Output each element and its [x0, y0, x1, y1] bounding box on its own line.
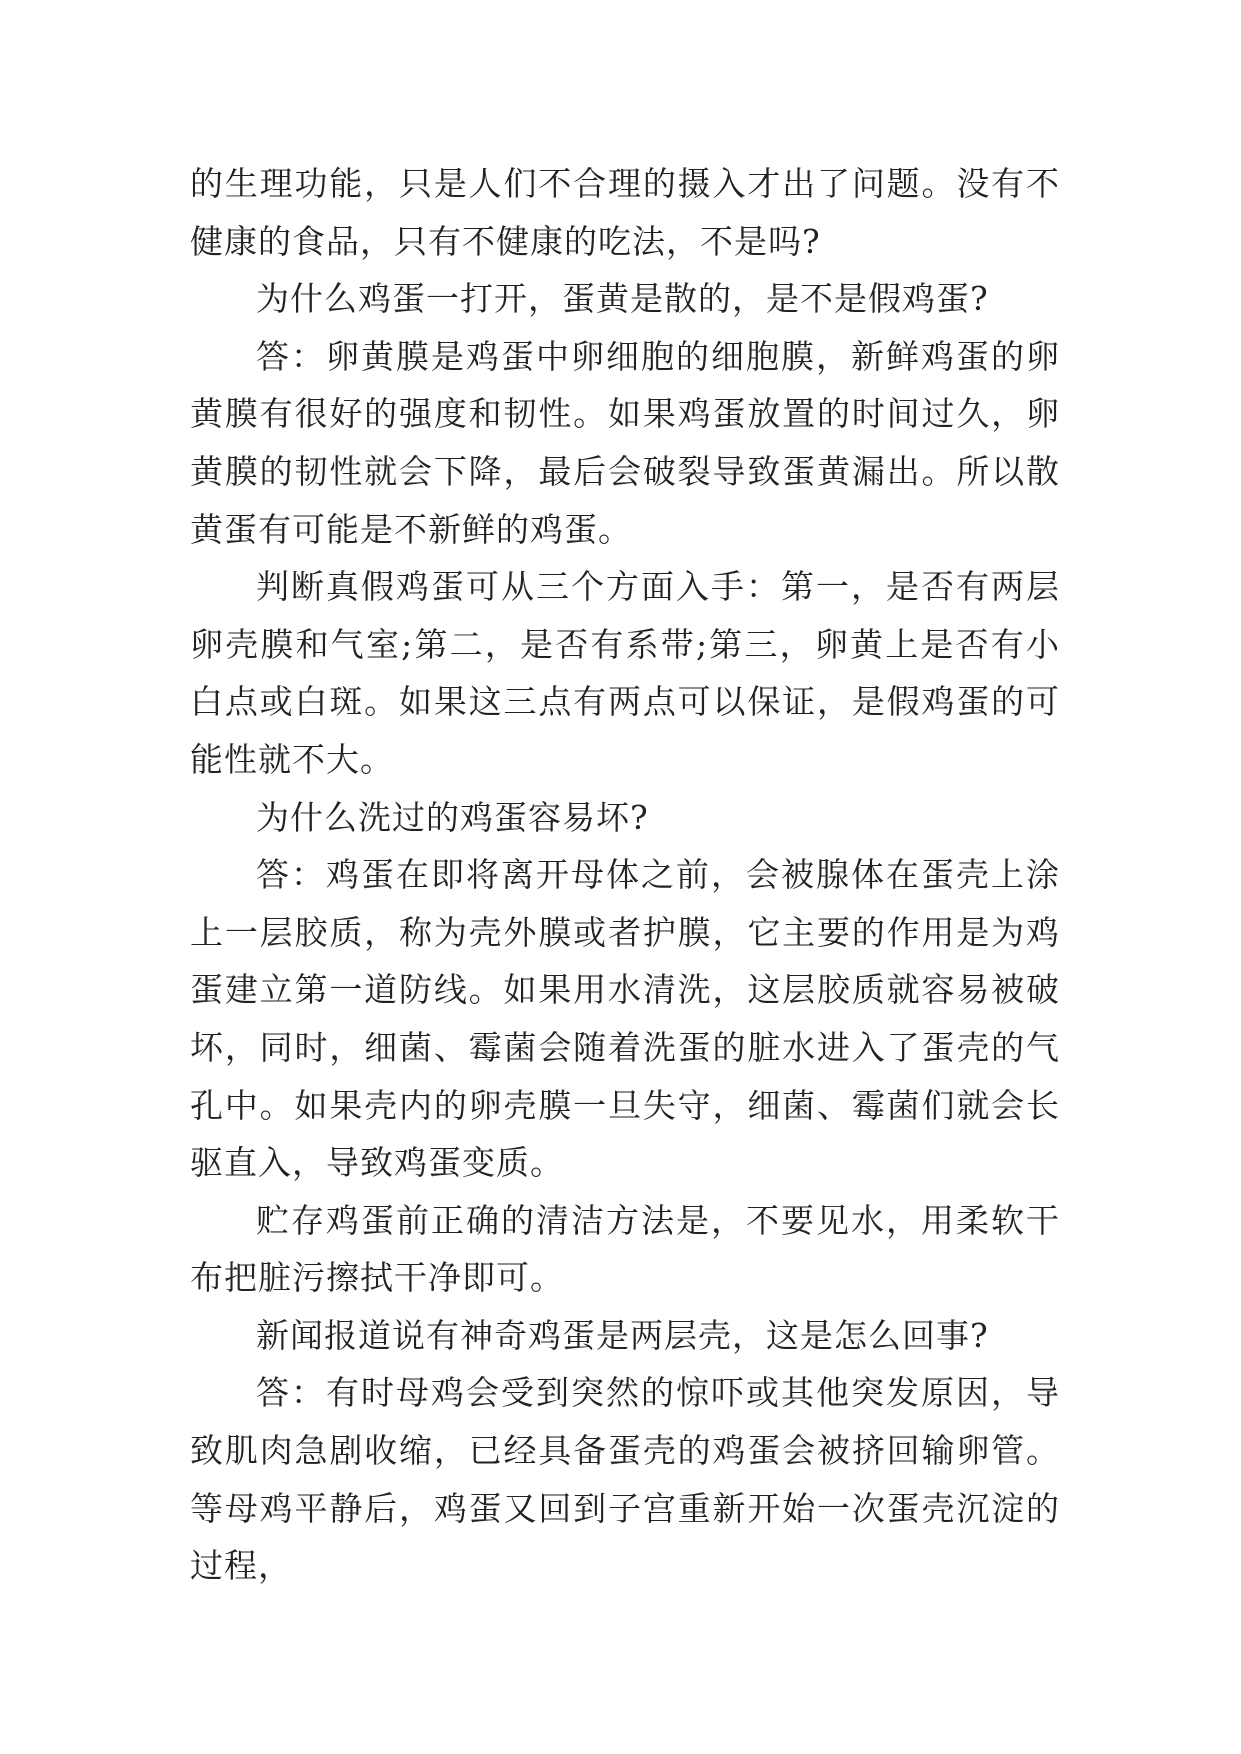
- paragraph: 的生理功能，只是人们不合理的摄入才出了问题。没有不健康的食品，只有不健康的吃法，不是吗?: [190, 164, 1060, 261]
- answer-paragraph: 答：鸡蛋在即将离开母体之前，会被腺体在蛋壳上涂上一层胶质，称为壳外膜或者护膜，它主要的作用是为鸡蛋建立第一道防线。如果用水清洗，这层胶质就容易被破坏，同时，细菌、霉菌会随着洗蛋的脏水进入了蛋壳的气孔中。如果壳内的卵壳膜一旦失守，细菌、霉菌们就会长驱直入，导致鸡蛋变质。: [190, 855, 1060, 1183]
- answer-paragraph: 答：有时母鸡会受到突然的惊吓或其他突发原因，导致肌肉急剧收缩，已经具备蛋壳的鸡蛋会被挤回输卵管。等母鸡平静后，鸡蛋又回到子宫重新开始一次蛋壳沉淀的过程，: [190, 1373, 1060, 1586]
- answer-paragraph: 答：卵黄膜是鸡蛋中卵细胞的细胞膜，新鲜鸡蛋的卵黄膜有很好的强度和韧性。如果鸡蛋放置的时间过久，卵黄膜的韧性就会下降，最后会破裂导致蛋黄漏出。所以散黄蛋有可能是不新鲜的鸡蛋。: [190, 336, 1060, 549]
- question-paragraph: 新闻报道说有神奇鸡蛋是两层壳，这是怎么回事?: [256, 1315, 989, 1355]
- body-text: [190, 155, 1060, 1595]
- question-paragraph: 为什么洗过的鸡蛋容易坏?: [256, 797, 649, 837]
- paragraph: 判断真假鸡蛋可从三个方面入手：第一，是否有两层卵壳膜和气室;第二，是否有系带;第三，卵黄上是否有小白点或白斑。如果这三点有两点可以保证，是假鸡蛋的可能性就不大。: [190, 567, 1060, 779]
- paragraph: 贮存鸡蛋前正确的清洁方法是，不要见水，用柔软干布把脏污擦拭干净即可。: [190, 1200, 1060, 1298]
- question-paragraph: 为什么鸡蛋一打开，蛋黄是散的，是不是假鸡蛋?: [256, 279, 989, 319]
